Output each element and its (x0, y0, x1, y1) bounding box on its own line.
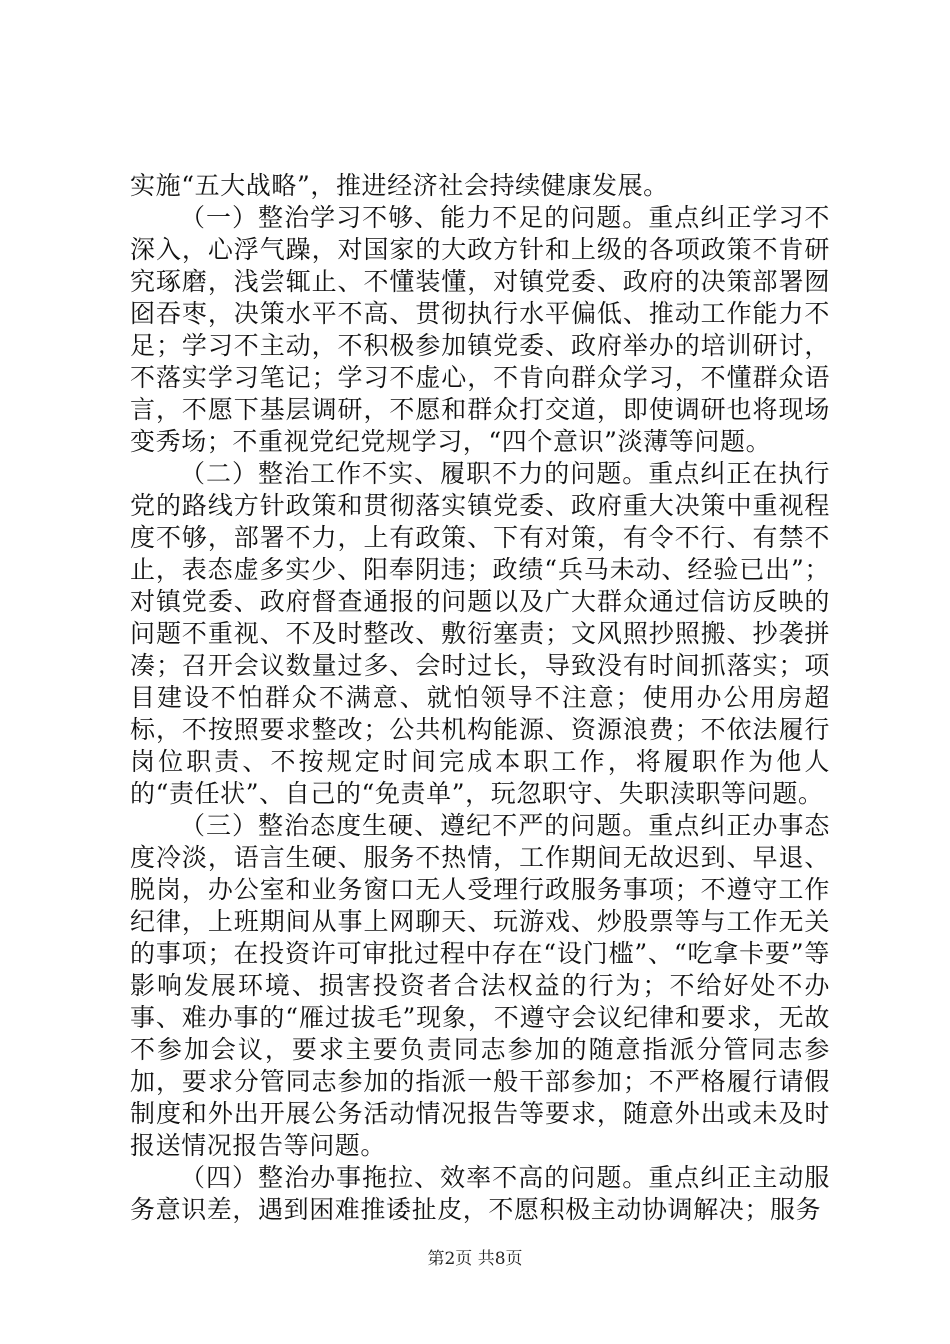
paragraph-section-3: （三）整治态度生硬、遵纪不严的问题。重点纠正办事态度冷淡，语言生硬、服务不热情，工作期间无故迟到、早退、脱岗，办公室和业务窗口无人受理行政服务事项；不遵守工作纪律，上班期间从事上网聊天、玩游戏、炒股票等与工作无关的事项；在投资许可审批过程中存在“设门槛”、“吃拿卡要”等影响发展环境、损害投资者合法权益的行为；不给好处不办事、难办事的“雁过拔毛”现象，不遵守会议纪律和要求，无故不参加会议，要求主要负责同志参加的随意指派分管同志参加，要求分管同志参加的指派一般干部参加；不严格履行请假制度和外出开展公务活动情况报告等要求，随意外出或未及时报送情况报告等问题。 (130, 811, 830, 1160)
paragraph-continuation: 实施“五大战略”，推进经济社会持续健康发展。 (130, 171, 669, 200)
paragraph-section-1: （一）整治学习不够、能力不足的问题。重点纠正学习不深入，心浮气躁，对国家的大政方针和上级的各项政策不肯研究琢磨，浅尝辄止、不懂装懂，对镇党委、政府的决策部署囫囵吞枣，决策水平不高、贯彻执行水平偏低、推动工作能力不足；学习不主动，不积极参加镇党委、政府举办的培训研讨，不落实学习笔记；学习不虚心，不肯向群众学习，不懂群众语言，不愿下基层调研，不愿和群众打交道，即使调研也将现场变秀场；不重视党纪党规学习，“四个意识”淡薄等问题。 (130, 203, 830, 456)
page-number-footer: 第2页 共8页 (427, 1249, 523, 1269)
document-body (130, 170, 830, 1226)
paragraph-section-4: （四）整治办事拖拉、效率不高的问题。重点纠正主动服务意识差，遇到困难推诿扯皮，不愿积极主动协调解决；服务 (130, 1163, 830, 1224)
paragraph-section-2: （二）整治工作不实、履职不力的问题。重点纠正在执行党的路线方针政策和贯彻落实镇党委、政府重大决策中重视程度不够，部署不力，上有政策、下有对策，有令不行、有禁不止，表态虚多实少、阳奉阴违；政绩“兵马未动、经验已出”；对镇党委、政府督查通报的问题以及广大群众通过信访反映的问题不重视、不及时整改、敷衍塞责；文风照抄照搬、抄袭拼凑；召开会议数量过多、会时过长，导致没有时间抓落实；项目建设不怕群众不满意、就怕领导不注意；使用办公用房超标，不按照要求整改；公共机构能源、资源浪费；不依法履行岗位职责、不按规定时间完成本职工作，将履职作为他人的“责任状”、自己的“免责单”，玩忽职守、失职渎职等问题。 (130, 459, 830, 808)
